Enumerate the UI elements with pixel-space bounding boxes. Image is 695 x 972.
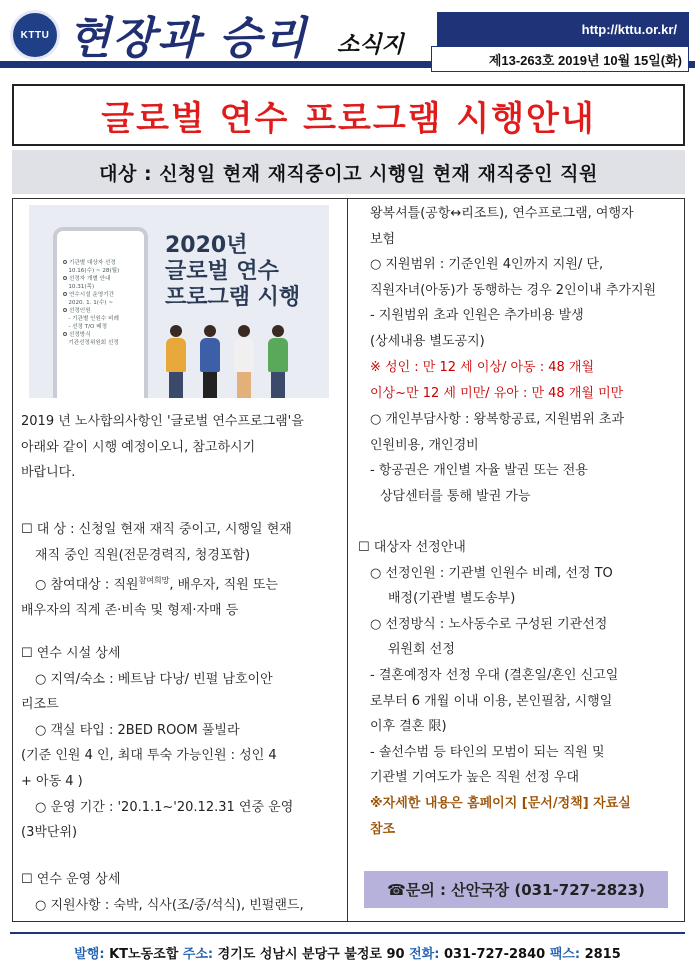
participant-line: ○ 참여대상 : 직원$^{참여희망}$, 배우자, 직원 또는 [35, 576, 278, 593]
newsletter-brand: 현장과 승리 [68, 13, 308, 64]
website-url[interactable]: http://kttu.or.kr/ [581, 22, 677, 37]
issue-number-date: 제13-263호 2019년 10월 15일(화) [488, 52, 682, 68]
phone-item: - 기관별 인원수 비례 [68, 316, 119, 322]
phone-item: 선정방식 [63, 331, 143, 339]
promo-image [29, 205, 329, 398]
issue-box [431, 46, 689, 72]
phone-item: 2020. 1. 1(수) ~ [68, 300, 114, 306]
section-facility: ☐ 연수 시설 상세 ○ 지역/숙소 : 베트남 다낭/ 빈펄 남호이안 리조트 ○ 객실 타입 : 2BED ROOM 풀빌라 (기준 인원 4 인, 최대 투숙 가능인원 : 성인 4 + 아동 4 ) ○ 운영 기간 : '20.1.1~'20.12.31 연중 운영 (3박단위) [21, 646, 294, 841]
newsletter-header [0, 0, 695, 74]
newsletter-brand-sub: 소식지 [337, 31, 404, 58]
person-illustration [267, 325, 289, 398]
phone-item: 선정자 개별 안내 [63, 275, 143, 283]
phone-item: - 선정 T/O 배정 [68, 324, 108, 330]
target-subtitle: 대상 : 신청일 현재 재직중이고 시행일 현재 재직중인 직원 [99, 162, 598, 185]
fax-value: 2815 [584, 947, 621, 962]
publisher-footer [0, 943, 695, 962]
title-box [12, 84, 685, 146]
publisher-name: KT노동조합 [109, 947, 179, 962]
logo-text: KTTU [20, 29, 50, 41]
phone-illustration [53, 227, 148, 398]
footer-divider [10, 932, 685, 934]
phone-value: 031-727-2840 [443, 947, 546, 962]
phone-item: 기관선정위원회 선정 [68, 340, 119, 346]
personal-expense: ○ 개인부담사항 : 왕복항공료, 지원범위 초과 인원비용, 개인경비 - 항공권은 개인별 자율 발권 또는 전용 상담센터를 통해 발권 가능 [370, 412, 625, 504]
phone-item: 연수시설 운영기간 [63, 291, 143, 299]
left-column [12, 198, 348, 922]
section-target: ☐ 대 상 : 신청일 현재 재직 중이고, 시행일 현재 재직 중인 직원(전문경력직, 청경포함) ○ 참여대상 : 직원$^{참여희망}$, 배우자, 직원 또는 배우자의 직계 존·비속 및 형제·자매 등 [21, 517, 343, 624]
address-label: 주소: [182, 947, 214, 962]
section-selection: ☐ 대상자 선정안내 ○ 선정인원 : 기관별 인원수 비례, 선정 TO 배정(기관별 별도송부) ○ 선정방식 : 노사동수로 구성된 기관선정 위원회 선정 - 결혼예정자 선정 우대 (결혼일/혼인 신고일 로부터 6 개월 이내 이용, 본인필참, 시행일 이후 결혼 限) - 솔선수범 등 타인의 모범이 되는 직원 및 기관별 기여도가 높은 직원 선정 우대 [358, 540, 619, 786]
phone-item: 기관별 대상자 선정 [63, 259, 143, 267]
support-details: 왕복셔틀(공항↔리조트), 연수프로그램, 여행자 보험 ○ 지원범위 : 기준인원 4인까지 지원/ 단, 직원자녀(아동)가 동행하는 경우 2인이내 추가지원 - 지원범위 초과 인원은 추가비용 발생 (상세내용 별도공지) [370, 206, 657, 349]
fax-label: 팩스: [549, 947, 581, 962]
phone-label: 전화: [409, 947, 440, 962]
page-title: 글로벌 연수 프로그램 시행안내 [101, 98, 596, 139]
phone-item: 선정인원 [63, 307, 143, 315]
age-criteria-note: ※ 성인 : 만 12 세 이상/ 아동 : 48 개월 이상~만 12 세 미만/ 유아 : 만 48 개월 미만 [370, 360, 624, 401]
person-illustration [165, 325, 187, 398]
kttu-logo [10, 10, 60, 60]
section-operation: ☐ 연수 운영 상세 ○ 지원사항 : 숙박, 식사(조/중/석식), 빈펄랜드, [21, 872, 304, 913]
phone-schedule-list [63, 259, 143, 347]
contact-box: ☎문의 : 산안국장 (031-727-2823) [364, 871, 668, 908]
phone-item: 10.16(수) ~ 28(월) [68, 268, 120, 274]
target-box [12, 150, 685, 194]
publisher-label: 발행: [74, 947, 105, 962]
homepage-note: ※자세한 내용은 홈페이지 [문서/정책] 자료실 참조 [370, 796, 631, 837]
person-illustration [233, 325, 255, 398]
promo-title: 2020년 글로벌 연수 프로그램 시행 [165, 233, 301, 310]
intro-paragraph: 2019 년 노사합의사항인 '글로벌 연수프로그램'을 아래와 같이 시행 예정이오니, 참고하시기 바랍니다. [21, 414, 304, 481]
person-illustration [199, 325, 221, 398]
address-value: 경기도 성남시 분당구 불정로 90 [217, 947, 405, 962]
phone-item: 10.31(목) [68, 284, 95, 290]
right-column [348, 198, 685, 922]
